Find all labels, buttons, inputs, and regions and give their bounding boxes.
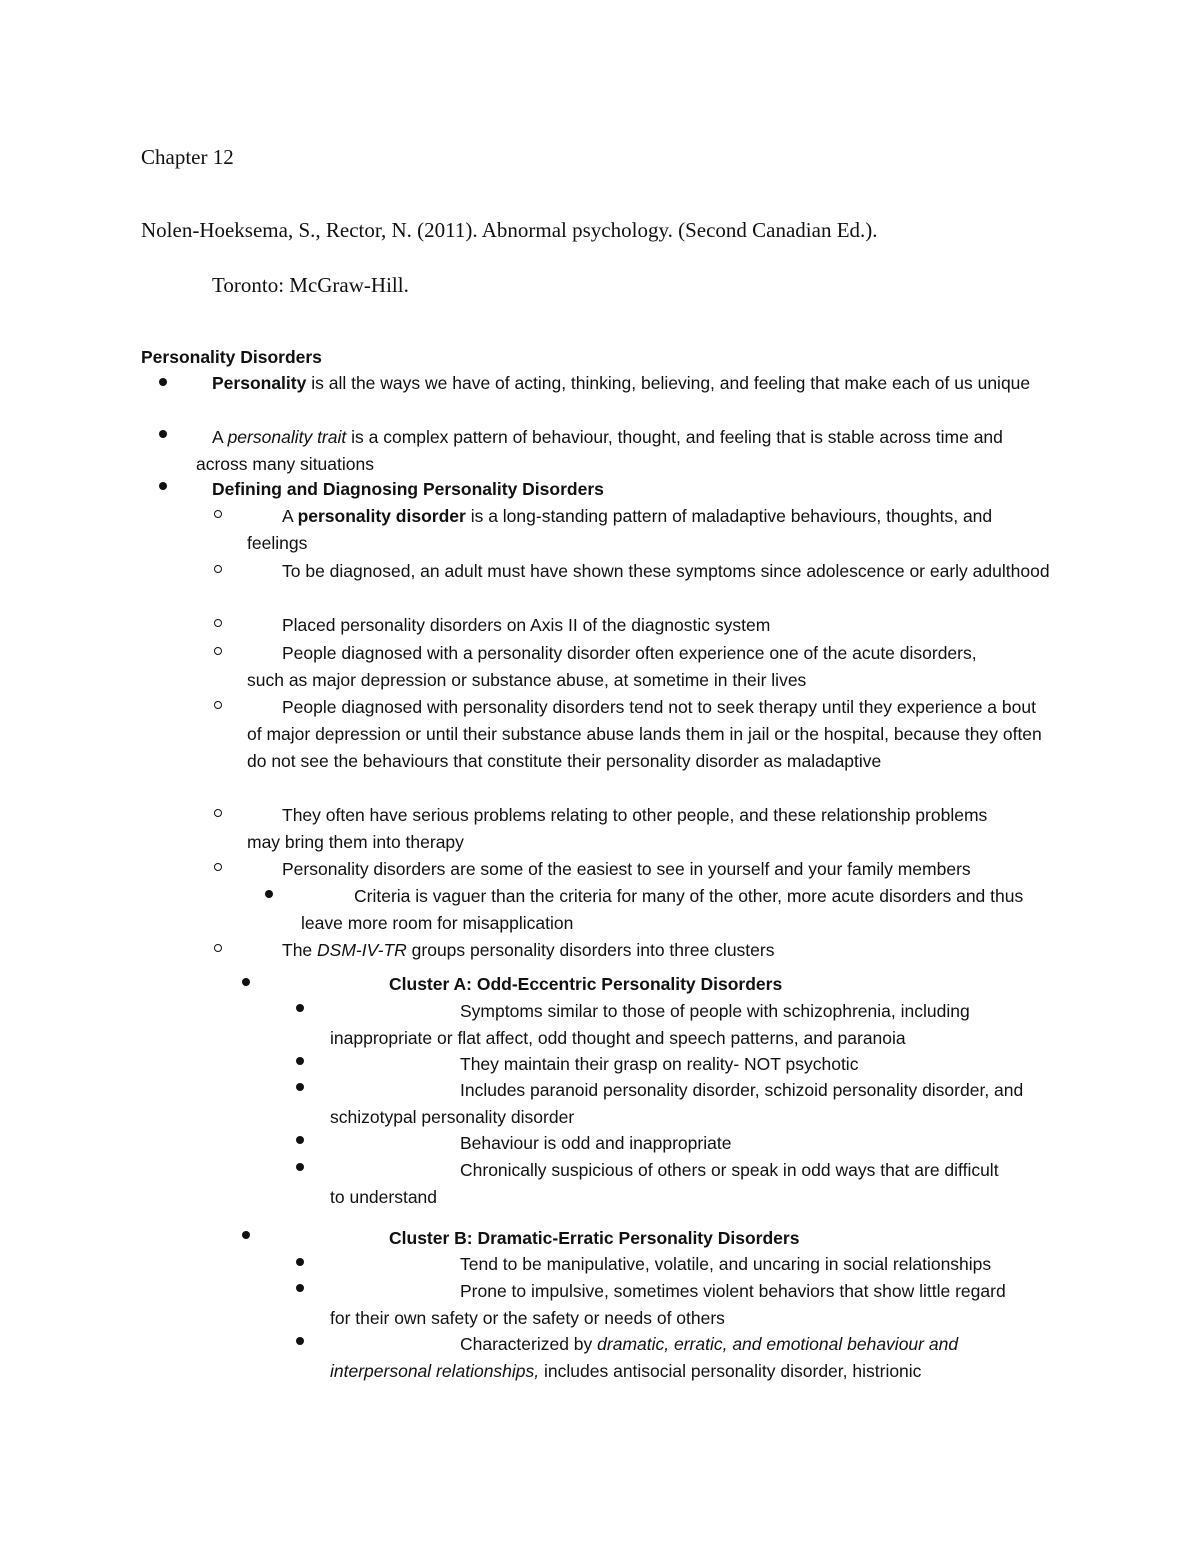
cluster-b-title: Cluster B: Dramatic-Erratic Personality Disorders: [389, 1228, 800, 1248]
circle-bullet-icon: [214, 647, 222, 655]
bullet-icon: [296, 1163, 304, 1171]
bullet-icon: [159, 430, 167, 438]
circle-bullet-icon: [214, 701, 222, 709]
section-title: Personality Disorders: [141, 347, 322, 367]
list-item: Includes paranoid personality disorder, schizoid personality disorder, and schizotypal personality disorder: [330, 1080, 1024, 1127]
list-item: To be diagnosed, an adult must have shown these symptoms since adolescence or early adulthood: [282, 561, 1050, 581]
bullet-icon: [296, 1083, 304, 1091]
list-item: People diagnosed with personality disorders tend not to seek therapy until they experience a bout of major depression or until their substance abuse lands them in jail or the hospital, because they often do not see the behaviours that constitute their personality disorder as maladaptive: [247, 697, 1042, 771]
list-item: A personality disorder is a long-standing pattern of maladaptive behaviours, thoughts, and feelings: [247, 506, 993, 553]
bullet-icon: [296, 1284, 304, 1292]
bullet-icon: [296, 1258, 304, 1266]
list-item: Chronically suspicious of others or speak in odd ways that are difficult to understand: [330, 1160, 999, 1207]
list-item: Prone to impulsive, sometimes violent behaviors that show little regard for their own safety or the safety or needs of others: [330, 1281, 1006, 1328]
list-item: They often have serious problems relating to other people, and these relationship problems may bring them into therapy: [247, 805, 988, 852]
citation-line-1: Nolen-Hoeksema, S., Rector, N. (2011). Abnormal psychology. (Second Canadian Ed.).: [141, 218, 878, 242]
list-item: Placed personality disorders on Axis II of the diagnostic system: [282, 615, 771, 635]
bullet-icon: [159, 482, 167, 490]
circle-bullet-icon: [214, 565, 222, 573]
list-item: Characterized by dramatic, erratic, and emotional behaviour and interpersonal relationships, includes antisocial personality disorder, histrionic: [330, 1334, 959, 1381]
list-item: Defining and Diagnosing Personality Disorders: [212, 479, 604, 499]
list-item: Personality is all the ways we have of acting, thinking, believing, and feeling that make each of us unique: [212, 373, 1031, 393]
bullet-icon: [296, 1057, 304, 1065]
circle-bullet-icon: [214, 809, 222, 817]
list-item: A personality trait is a complex pattern of behaviour, thought, and feeling that is stable across time and across many situations: [196, 427, 1003, 474]
list-item: Behaviour is odd and inappropriate: [460, 1133, 732, 1153]
list-item: Criteria is vaguer than the criteria for many of the other, more acute disorders and thus leave more room for misapplication: [301, 886, 1024, 933]
circle-bullet-icon: [214, 510, 222, 518]
list-item: Symptoms similar to those of people with schizophrenia, including inappropriate or flat affect, odd thought and speech patterns, and paranoia: [330, 1001, 970, 1048]
list-item: They maintain their grasp on reality- NOT psychotic: [460, 1054, 859, 1074]
bullet-icon: [159, 378, 167, 386]
circle-bullet-icon: [214, 944, 222, 952]
citation-line-2: Toronto: McGraw-Hill.: [212, 273, 409, 297]
list-item: Personality disorders are some of the easiest to see in yourself and your family members: [282, 859, 971, 879]
list-item: The DSM-IV-TR groups personality disorders into three clusters: [282, 940, 775, 960]
list-item: People diagnosed with a personality disorder often experience one of the acute disorders, such as major depression or substance abuse, at sometime in their lives: [247, 643, 977, 690]
chapter-title: Chapter 12: [141, 145, 234, 169]
bullet-icon: [296, 1337, 304, 1345]
bullet-icon: [242, 978, 250, 986]
bullet-icon: [296, 1004, 304, 1012]
circle-bullet-icon: [214, 863, 222, 871]
cluster-a-title: Cluster A: Odd-Eccentric Personality Disorders: [389, 974, 783, 994]
bullet-icon: [242, 1231, 250, 1239]
circle-bullet-icon: [214, 619, 222, 627]
list-item: Tend to be manipulative, volatile, and uncaring in social relationships: [460, 1254, 992, 1274]
bullet-icon: [296, 1136, 304, 1144]
bullet-icon: [265, 890, 273, 898]
